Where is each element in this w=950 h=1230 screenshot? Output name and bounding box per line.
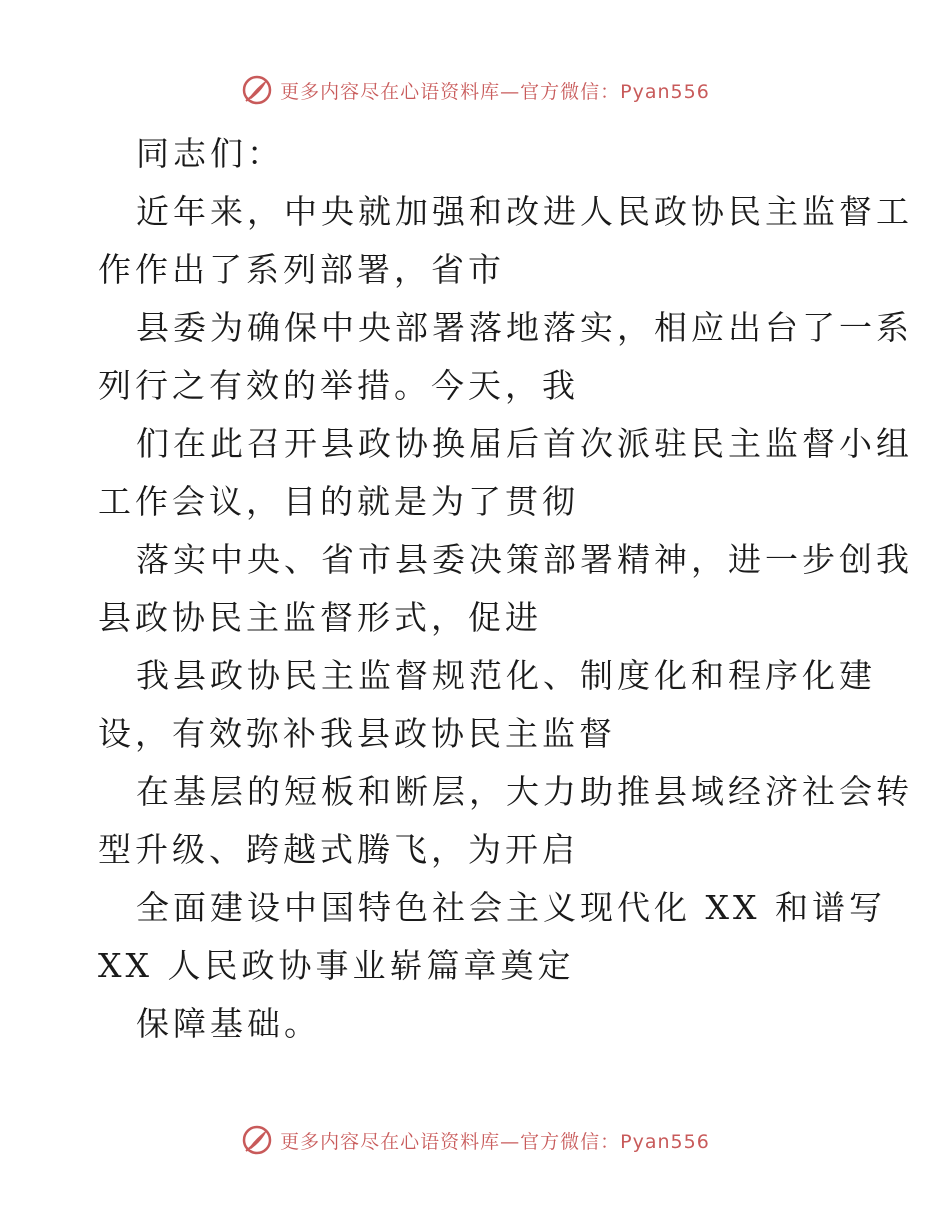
- paragraph-line: 近年来，中央就加强和改进人民政协民主监督工: [136, 192, 913, 231]
- paragraph-line: 们在此召开县政协换届后首次派驻民主监督小组: [136, 424, 913, 463]
- paragraph-line: 工作会议，目的就是为了贯彻: [98, 482, 579, 521]
- paragraph-line: 县委为确保中央部署落地落实，相应出台了一系: [136, 308, 913, 347]
- paragraph-line: 同志们：: [136, 134, 284, 173]
- footer-watermark: [0, 1120, 950, 1160]
- paragraph-line: 型升级、跨越式腾飞，为开启: [98, 830, 579, 869]
- document-body: [98, 125, 913, 1053]
- paragraph-line: 我县政协民主监督规范化、制度化和程序化建: [136, 656, 876, 695]
- paragraph-line: XX 人民政协事业崭篇章奠定: [98, 946, 575, 985]
- wechat-id: Pyan556: [620, 80, 710, 103]
- paragraph-line: 保障基础。: [136, 1004, 321, 1043]
- paragraph-line: 全面建设中国特色社会主义现代化 XX 和谱写: [136, 888, 886, 927]
- quill-pen-logo-icon: [240, 1123, 274, 1157]
- paragraph-line: 列行之有效的举措。今天，我: [98, 366, 579, 405]
- paragraph-line: 设，有效弥补我县政协民主监督: [98, 714, 616, 753]
- header-watermark: [0, 70, 950, 110]
- paragraph-line: 县政协民主监督形式，促进: [98, 598, 542, 637]
- wechat-id: Pyan556: [620, 1130, 710, 1153]
- paragraph-line: 落实中央、省市县委决策部署精神，进一步创我: [136, 540, 913, 579]
- paragraph-line: 在基层的短板和断层，大力助推县域经济社会转: [136, 772, 913, 811]
- quill-pen-logo-icon: [240, 73, 274, 107]
- watermark-text: 更多内容尽在心语资料库—官方微信：Pyan556: [280, 1130, 710, 1153]
- paragraph-line: 作作出了系列部署，省市: [98, 250, 505, 289]
- watermark-text: 更多内容尽在心语资料库—官方微信：Pyan556: [280, 80, 710, 103]
